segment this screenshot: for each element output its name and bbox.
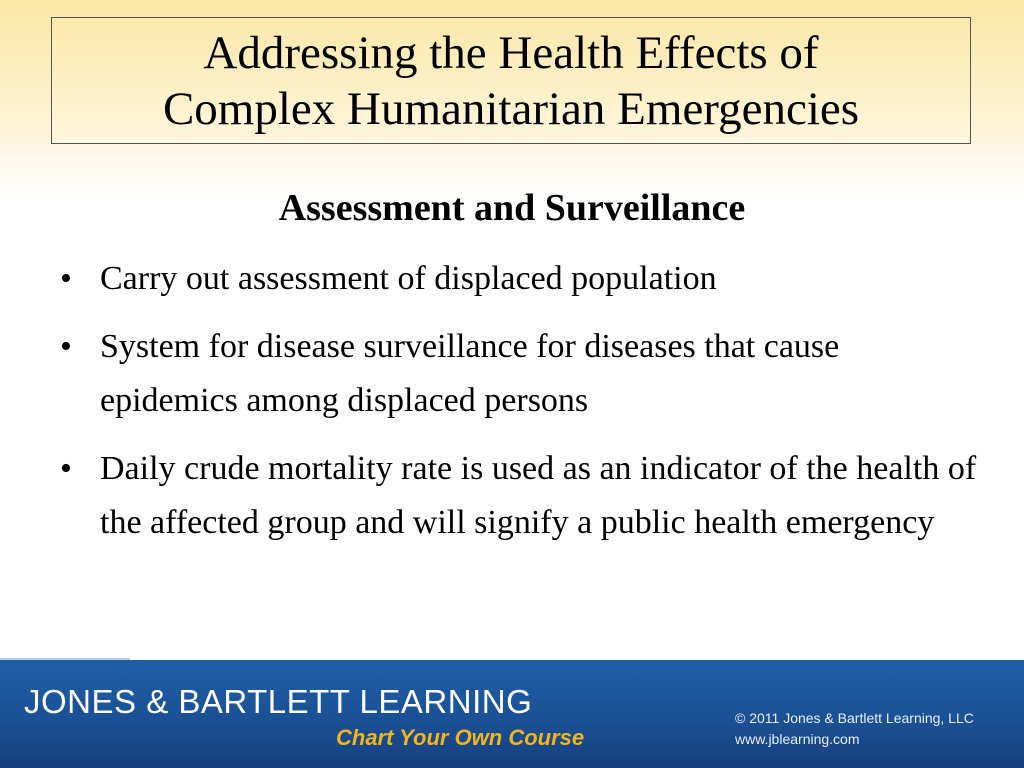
bullet-dot-icon: • [60, 260, 72, 297]
title-box [51, 17, 971, 144]
bullet-text: Daily crude mortality rate is used as an indicator of the health of the affected group and will signify a public health emergency [100, 450, 977, 541]
bullet-dot-icon: • [60, 450, 72, 487]
bullet-list [60, 252, 980, 564]
bullet-text: System for disease surveillance for diseases that cause epidemics among displaced persons [100, 328, 840, 419]
copyright-notice: © 2011 Jones & Bartlett Learning, LLC [735, 710, 974, 726]
title-line-1: Addressing the Health Effects of [203, 26, 819, 79]
section-subtitle: Assessment and Surveillance [278, 187, 746, 229]
publisher-logo-text: JONES & BARTLETT LEARNING [24, 683, 533, 720]
publisher-website: www.jblearning.com [735, 731, 860, 747]
bullet-dot-icon: • [60, 328, 72, 365]
publisher-tagline: Chart Your Own Course [336, 725, 585, 750]
title-line-2: Complex Humanitarian Emergencies [162, 82, 860, 135]
bullet-item [60, 320, 980, 428]
bullet-text: Carry out assessment of displaced population [100, 260, 717, 297]
bullet-item [60, 442, 980, 550]
bullet-item [60, 252, 980, 306]
